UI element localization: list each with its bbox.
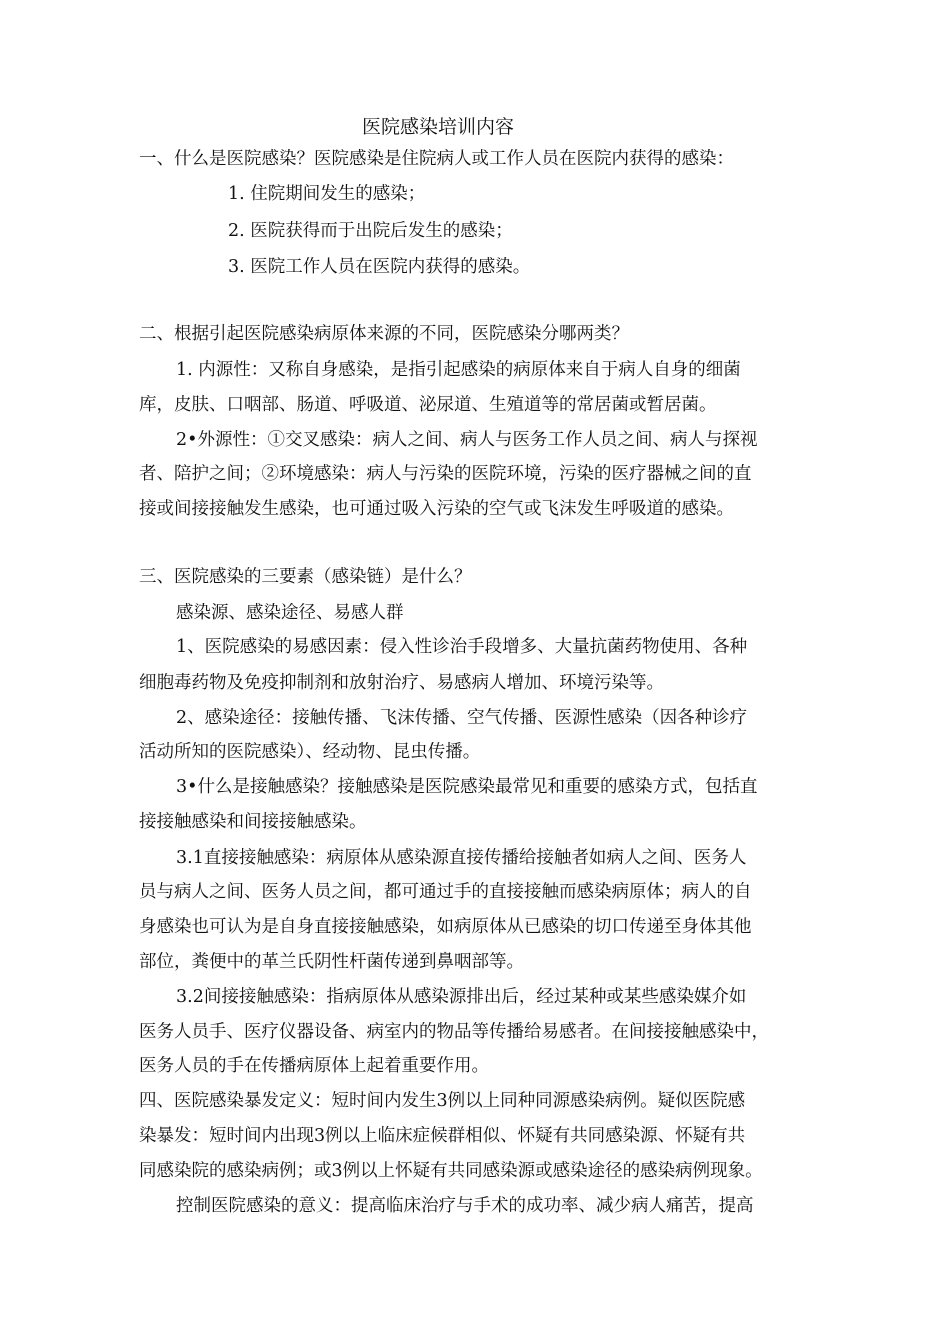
section-1-item-1: 1. 住院期间发生的感染； <box>228 184 426 204</box>
section-3-line-2: 1、医院感染的易感因素：侵入性诊治手段增多、大量抗菌药物使用、各种 <box>176 637 748 657</box>
section-3-line-5: 活动所知的医院感染）、经动物、昆虫传播。 <box>139 742 481 762</box>
section-3-line-7: 接接触感染和间接接触感染。 <box>139 812 367 832</box>
section-2-line-4: 者、陪护之间；②环境感染：病人与污染的医院环境，污染的医疗器械之间的直 <box>139 464 752 484</box>
section-2-heading: 二、根据引起医院感染病原体来源的不同，医院感染分哪两类？ <box>139 324 629 344</box>
section-3-line-9: 员与病人之间、医务人员之间，都可通过手的直接接触而感染病原体；病人的自 <box>139 882 752 902</box>
section-2-line-3: 2•外源性：①交叉感染：病人之间、病人与医务工作人员之间、病人与探视 <box>176 430 758 450</box>
section-1-item-2: 2. 医院获得而于出院后发生的感染； <box>228 221 513 241</box>
section-3-line-4: 2、感染途径：接触传播、飞沫传播、空气传播、医源性感染（因各种诊疗 <box>176 708 748 728</box>
section-3-line-14: 医务人员的手在传播病原体上起着重要作用。 <box>139 1056 489 1076</box>
section-3-line-3: 细胞毒药物及免疫抑制剂和放射治疗、易感病人增加、环境污染等。 <box>139 673 664 693</box>
section-3-line-6: 3•什么是接触感染？接触感染是医院感染最常见和重要的感染方式，包括直 <box>176 777 758 797</box>
section-3-heading: 三、医院感染的三要素（感染链）是什么？ <box>139 567 472 587</box>
section-4-line-3: 同感染院的感染病例；或3例以上怀疑有共同感染源或感染途径的感染病例现象。 <box>139 1161 763 1181</box>
section-3-line-1: 感染源、感染途径、易感人群 <box>176 603 404 623</box>
page-title: 医院感染培训内容 <box>362 116 515 138</box>
section-3-line-12: 3.2间接接触感染：指病原体从感染源排出后，经过某种或某些感染媒介如 <box>176 987 747 1007</box>
section-3-line-13: 医务人员手、医疗仪器设备、病室内的物品等传播给易感者。在间接接触感染中， <box>139 1022 769 1042</box>
section-1-heading: 一、什么是医院感染？医院感染是住院病人或工作人员在医院内获得的感染： <box>139 149 734 169</box>
section-3-line-8: 3.1直接接触感染：病原体从感染源直接传播给接触者如病人之间、医务人 <box>176 848 747 868</box>
section-3-line-10: 身感染也可认为是自身直接接触感染，如病原体从已感染的切口传递至身体其他 <box>139 917 752 937</box>
section-4-line-2: 染暴发：短时间内出现3例以上临床症候群相似、怀疑有共同感染源、怀疑有共 <box>139 1126 746 1146</box>
section-2-line-2: 库，皮肤、口咽部、肠道、呼吸道、泌尿道、生殖道等的常居菌或暂居菌。 <box>139 395 717 415</box>
section-4-line-1: 四、医院感染暴发定义：短时间内发生3例以上同种同源感染病例。疑似医院感 <box>139 1091 746 1111</box>
section-2-line-5: 接或间接接触发生感染，也可通过吸入污染的空气或飞沫发生呼吸道的感染。 <box>139 499 734 519</box>
section-3-line-11: 部位，粪便中的革兰氏阴性杆菌传递到鼻咽部等。 <box>139 952 524 972</box>
section-4-line-4: 控制医院感染的意义：提高临床治疗与手术的成功率、减少病人痛苦，提高 <box>176 1196 754 1216</box>
section-1-item-3: 3. 医院工作人员在医院内获得的感染。 <box>228 257 531 277</box>
section-2-line-1: 1. 内源性：又称自身感染，是指引起感染的病原体来自于病人自身的细菌 <box>176 360 741 380</box>
